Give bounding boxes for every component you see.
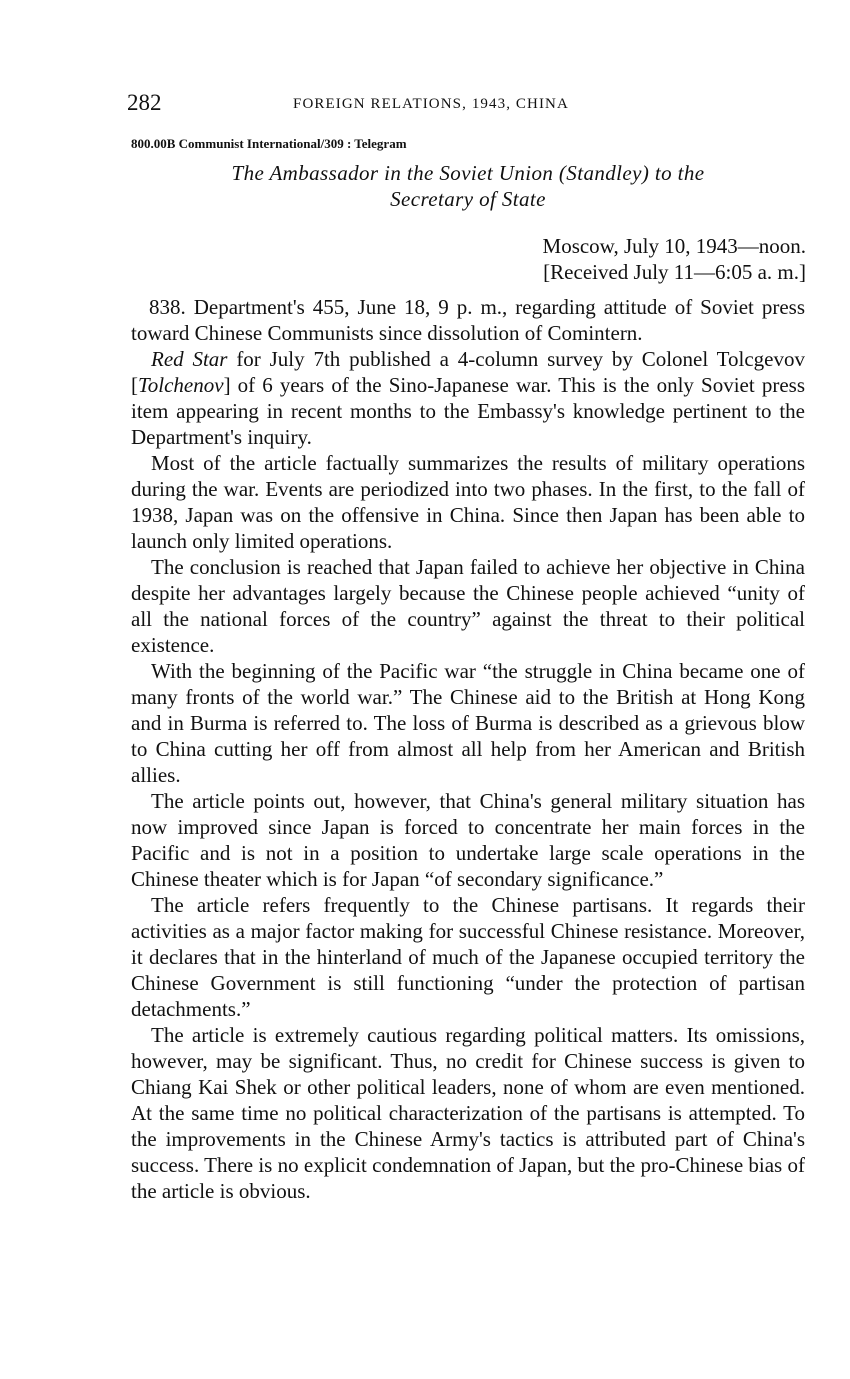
paragraph-2-text-a: for July 7th published a 4-column survey by Colonel Tolcgevov [ xyxy=(131,347,805,397)
dateline xyxy=(406,233,806,285)
page-number: 282 xyxy=(127,90,162,115)
paragraph-5: With the beginning of the Pacific war “the struggle in China became one of many fronts of the world war.” The Chinese aid to the British at Hong Kong and in Burma is referred to. The loss of Burma is described as a grievous blow to China cutting her off from almost all help from her American and British allies. xyxy=(131,659,805,787)
paragraph-7: The article refers frequently to the Chinese partisans. It regards their activities as a major factor making for successful Chinese resistance. Moreover, it declares that in the hinterland of much of the Japanese occupied territory the Chinese Government is still functioning “under the protection of partisan detachments.” xyxy=(131,893,805,1021)
document-title-line-2: Secretary of State xyxy=(390,187,546,211)
telegram-body xyxy=(131,294,805,1204)
newspaper-name: Red Star xyxy=(151,347,228,371)
paragraph-2 xyxy=(131,346,805,450)
file-reference: 800.00B Communist International/309 : Telegram xyxy=(131,136,407,151)
paragraph-6: The article points out, however, that China's general military situation has now improved since Japan is forced to concentrate her main forces in the Pacific and is not in a position to undertake large scale operations in the Chinese theater which is for Japan “of secondary significance.” xyxy=(131,789,805,891)
paragraph-8: The article is extremely cautious regarding political matters. Its omissions, however, may be significant. Thus, no credit for Chinese success is given to Chiang Kai Shek or other political leaders, none of whom are even mentioned. At the same time no political characterization of the partisans is attempted. To the improvements in the Chinese Army's tactics is attributed part of China's success. There is no explicit condemnation of Japan, but the pro-Chinese bias of the article is obvious. xyxy=(131,1023,805,1203)
document-title xyxy=(131,160,805,212)
dateline-sent: Moscow, July 10, 1943—noon. xyxy=(542,234,806,258)
dateline-received: [Received July 11—6:05 a. m.] xyxy=(543,260,806,284)
paragraph-3: Most of the article factually summarizes the results of military operations during the war. Events are periodized into two phases. In the first, to the fall of 1938, Japan was on the offensive in China. Since then Japan has been able to launch only limited operations. xyxy=(131,451,805,553)
paragraph-1: 838. Department's 455, June 18, 9 p. m., regarding attitude of Soviet press toward Chinese Communists since dissolution of Comintern. xyxy=(131,295,805,345)
paragraph-2-text-b: ] of 6 years of the Sino-Japanese war. This is the only Soviet press item appearing in recent months to the Embassy's knowledge pertinent to the Department's inquiry. xyxy=(131,373,805,449)
running-head-title: FOREIGN RELATIONS, 1943, CHINA xyxy=(293,96,569,112)
running-head xyxy=(127,90,807,120)
paragraph-4: The conclusion is reached that Japan failed to achieve her objective in China despite her advantages largely because the Chinese people achieved “unity of all the national forces of the country” against the threat to their political existence. xyxy=(131,555,805,657)
author-name-correction: Tolchenov xyxy=(138,373,224,397)
document-title-line-1: The Ambassador in the Soviet Union (Standley) to the xyxy=(231,161,705,185)
